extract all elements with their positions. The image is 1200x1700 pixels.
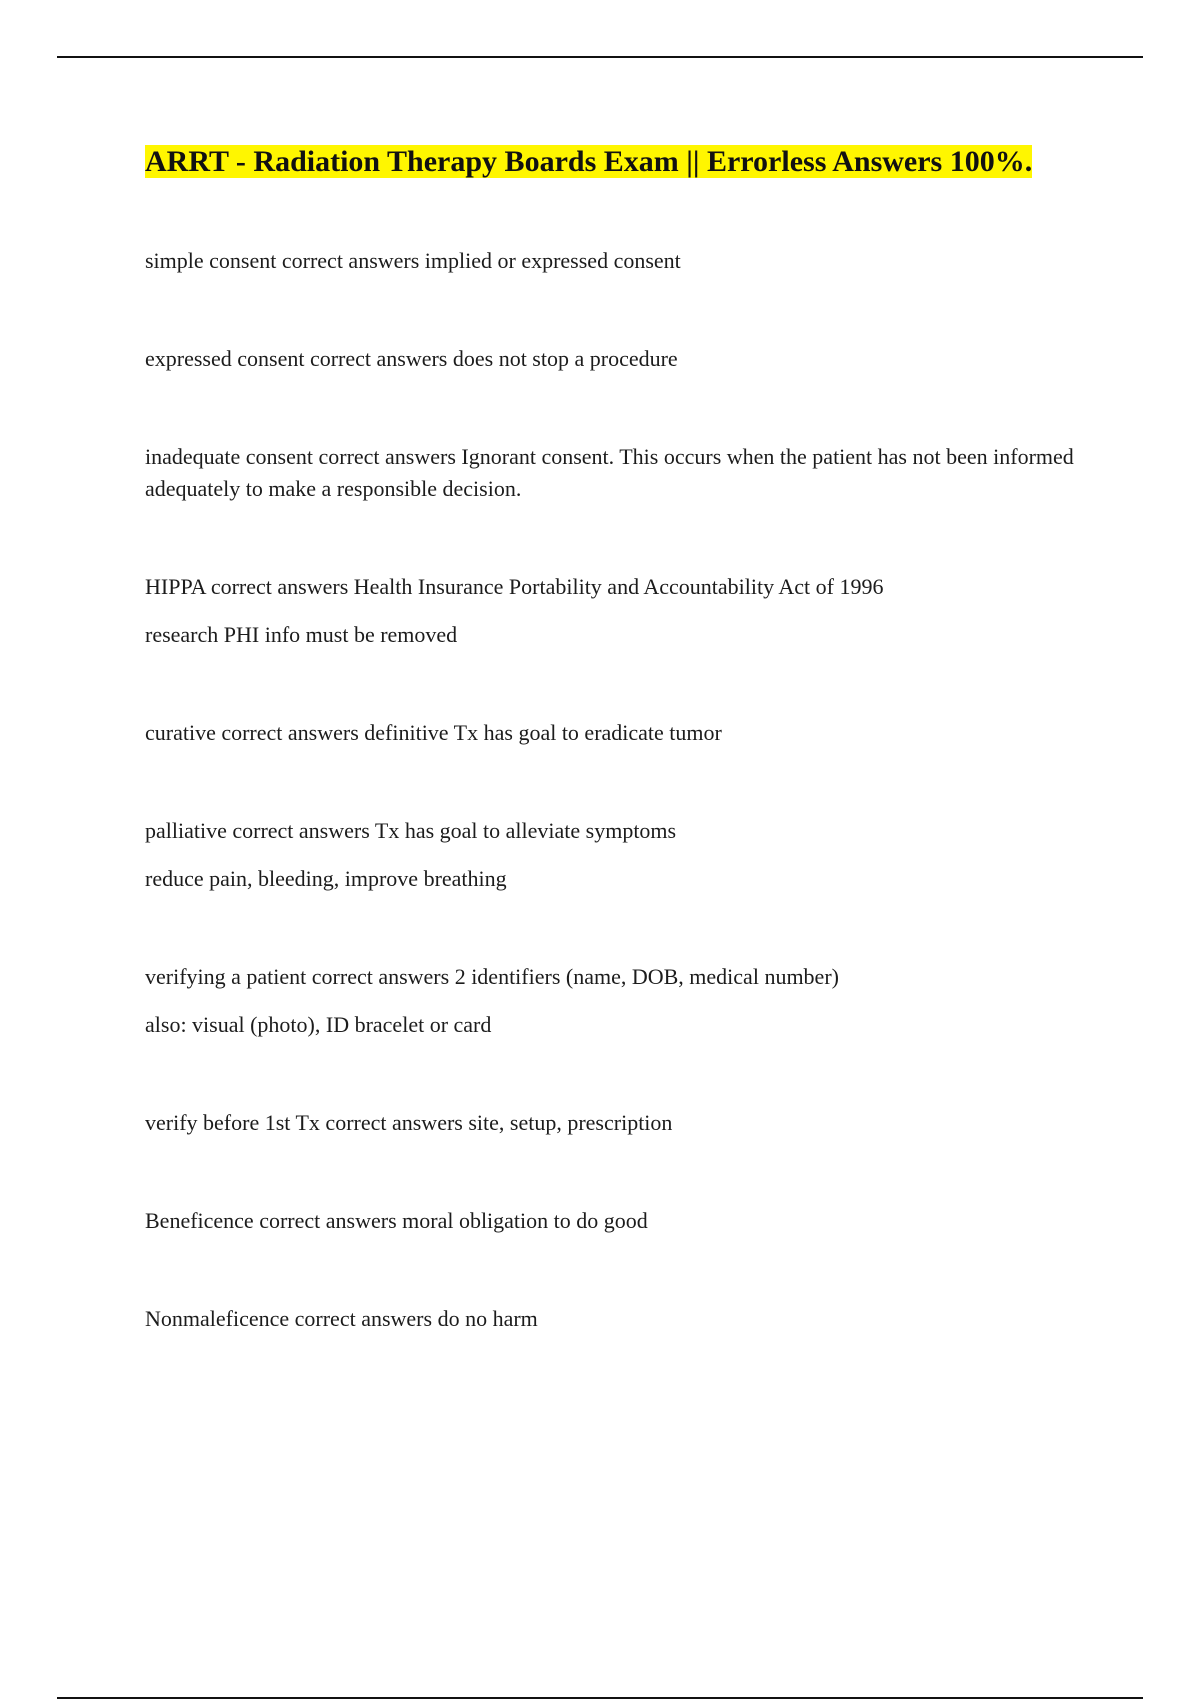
document-title-text: ARRT - Radiation Therapy Boards Exam || Errorless Answers 100%. [145, 145, 1033, 178]
entry-beneficence: Beneficence correct answers moral obligation to do good [145, 1208, 648, 1233]
entry-verifying-patient-note: also: visual (photo), ID bracelet or card [145, 1012, 492, 1037]
entry-nonmaleficence: Nonmaleficence correct answers do no harm [145, 1306, 538, 1331]
entry-curative: curative correct answers definitive Tx has goal to eradicate tumor [145, 720, 722, 745]
entry-inadequate-consent: inadequate consent correct answers Ignorant consent. This occurs when the patient has not been informed adequately to make a responsible decision. [145, 444, 1074, 501]
document-body [145, 140, 1085, 1335]
document-title [145, 140, 1085, 183]
entry-palliative: palliative correct answers Tx has goal to alleviate symptoms [145, 818, 677, 843]
entry-palliative-note: reduce pain, bleeding, improve breathing [145, 866, 507, 891]
top-rule [57, 56, 1143, 58]
entry-expressed-consent: expressed consent correct answers does not stop a procedure [145, 346, 678, 371]
entry-verifying-patient: verifying a patient correct answers 2 identifiers (name, DOB, medical number) [145, 964, 839, 989]
entry-simple-consent: simple consent correct answers implied or expressed consent [145, 248, 681, 273]
entry-hippa-note: research PHI info must be removed [145, 622, 458, 647]
bottom-rule [57, 1697, 1143, 1699]
entry-hippa: HIPPA correct answers Health Insurance Portability and Accountability Act of 1996 [145, 574, 884, 599]
entry-verify-before-tx: verify before 1st Tx correct answers site, setup, prescription [145, 1110, 673, 1135]
